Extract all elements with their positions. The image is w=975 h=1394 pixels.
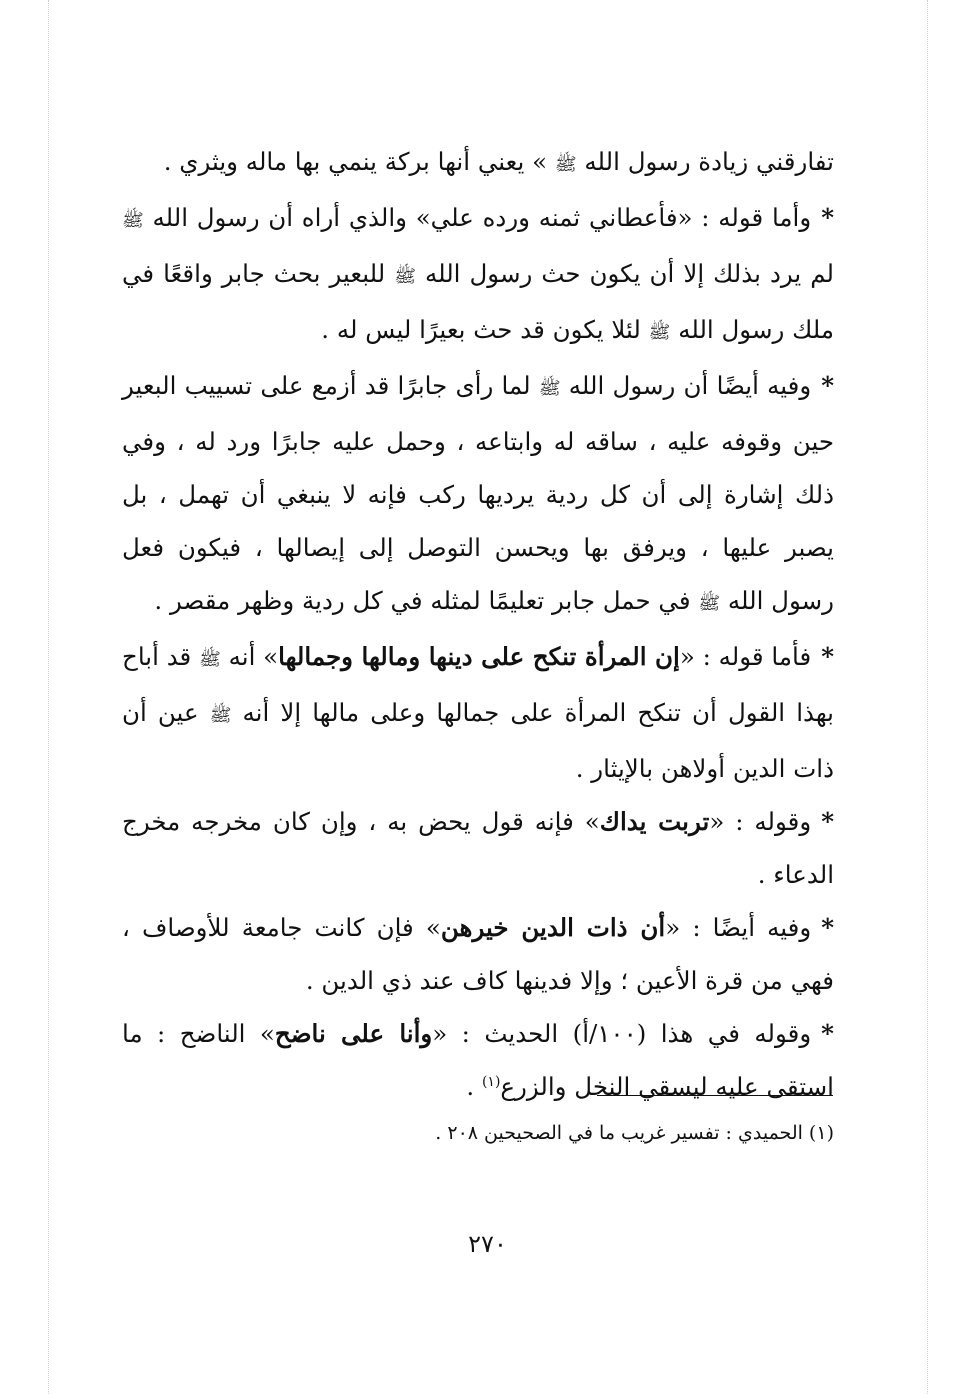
text-run: يعني أنها بركة ينمي بها ماله ويثري . <box>163 147 525 176</box>
asterisk-marker: * <box>821 642 835 671</box>
text-run: لئلا يكون قد حث بعيرًا ليس له . <box>321 315 649 344</box>
text-run: فأما قوله : « <box>679 642 812 671</box>
hadith-quote: إن المرأة تنكح على دينها ومالها وجمالها <box>278 642 680 671</box>
paragraph <box>122 901 834 1007</box>
paragraph <box>122 1007 834 1113</box>
asterisk-marker: * <box>821 203 834 232</box>
footnote: (١) الحميدي : تفسير غريب ما في الصحيحين ٢٠٨ . <box>435 1122 834 1144</box>
text-run: وقوله في هذا (١٠٠/أ) الحديث : « <box>432 1019 812 1048</box>
paragraph <box>122 795 834 901</box>
text-run: وأما قوله : «فأعطاني ثمنه ورده علي» والذي أراه أن رسول الله <box>143 203 812 232</box>
asterisk-marker: * <box>821 807 834 836</box>
text-run: للبعير بحث جابر واقعًا في ملك رسول الله <box>122 259 834 344</box>
text-run: » <box>524 147 555 176</box>
right-page-border <box>927 0 928 1394</box>
hadith-quote: وأنا على ناضح <box>274 1019 433 1048</box>
text-run: » فإن كانت جامعة للأوصاف ، فهي من قرة الأعين ؛ وإلا فدينها كاف عند ذي الدين . <box>122 913 834 995</box>
text-run: عين أن ذات الدين أولاهن بالإيثار . <box>122 698 834 783</box>
text-run: » فإنه قول يحض به ، وإن كان مخرجه مخرج الدعاء . <box>122 807 834 889</box>
footnote-separator <box>597 1095 833 1096</box>
salla-glyph: ﷺ <box>648 322 671 343</box>
paragraph <box>122 359 834 630</box>
text-run: وفيه أيضًا أن رسول الله <box>560 371 812 400</box>
asterisk-marker: * <box>821 913 835 942</box>
text-run: » أنه <box>220 642 279 671</box>
left-page-border <box>48 0 49 1394</box>
text-run: وقوله : « <box>709 807 812 836</box>
salla-glyph: ﷺ <box>122 210 144 231</box>
text-run: في حمل جابر تعليمًا لمثله في كل ردية وظهر مقصر . <box>154 586 699 615</box>
main-text <box>122 135 834 1113</box>
text-run: تفارقني زيادة رسول الله <box>576 147 834 176</box>
paragraph <box>122 135 834 191</box>
paragraph <box>122 630 834 795</box>
text-run: لم يرد بذلك إلا أن يكون حث رسول الله <box>415 259 834 288</box>
text-run: » الناضح : ما استقى عليه ليسقي النخل والزرع <box>122 1019 834 1101</box>
text-run: . <box>466 1072 482 1101</box>
salla-glyph: ﷺ <box>538 378 561 399</box>
salla-glyph: ﷺ <box>554 154 577 175</box>
salla-glyph: ﷺ <box>698 593 721 614</box>
salla-glyph: ﷺ <box>199 649 221 670</box>
hadith-quote: تربت يداك <box>599 807 710 836</box>
hadith-quote: أن ذات الدين خيرهن <box>440 913 666 942</box>
asterisk-marker: * <box>821 371 835 400</box>
text-run: قد أباح بهذا القول أن تنكح المرأة على جمالها وعلى مالها إلا أنه <box>122 642 834 727</box>
salla-glyph: ﷺ <box>394 266 416 287</box>
salla-glyph: ﷺ <box>209 705 232 726</box>
asterisk-marker: * <box>821 1019 834 1048</box>
footnote-marker: (١) <box>481 1073 501 1090</box>
text-run: وفيه أيضًا : « <box>665 913 812 942</box>
paragraph <box>122 191 834 359</box>
text-run: لما رأى جابرًا قد أزمع على تسييب البعير حين وقوفه عليه ، ساقه له وابتاعه ، وحمل عليه جابرًا ورد له ، وفي ذلك إشارة إلى أن كل ردية يرديها ركب فإنه لا ينبغي أن تهمل ، بل يصبر عليها ، ويرفق بها ويحسن التوصل إلى إيصالها ، فيكون فعل رسول الله <box>122 371 834 615</box>
page-number: ٢٧٠ <box>468 1230 507 1258</box>
